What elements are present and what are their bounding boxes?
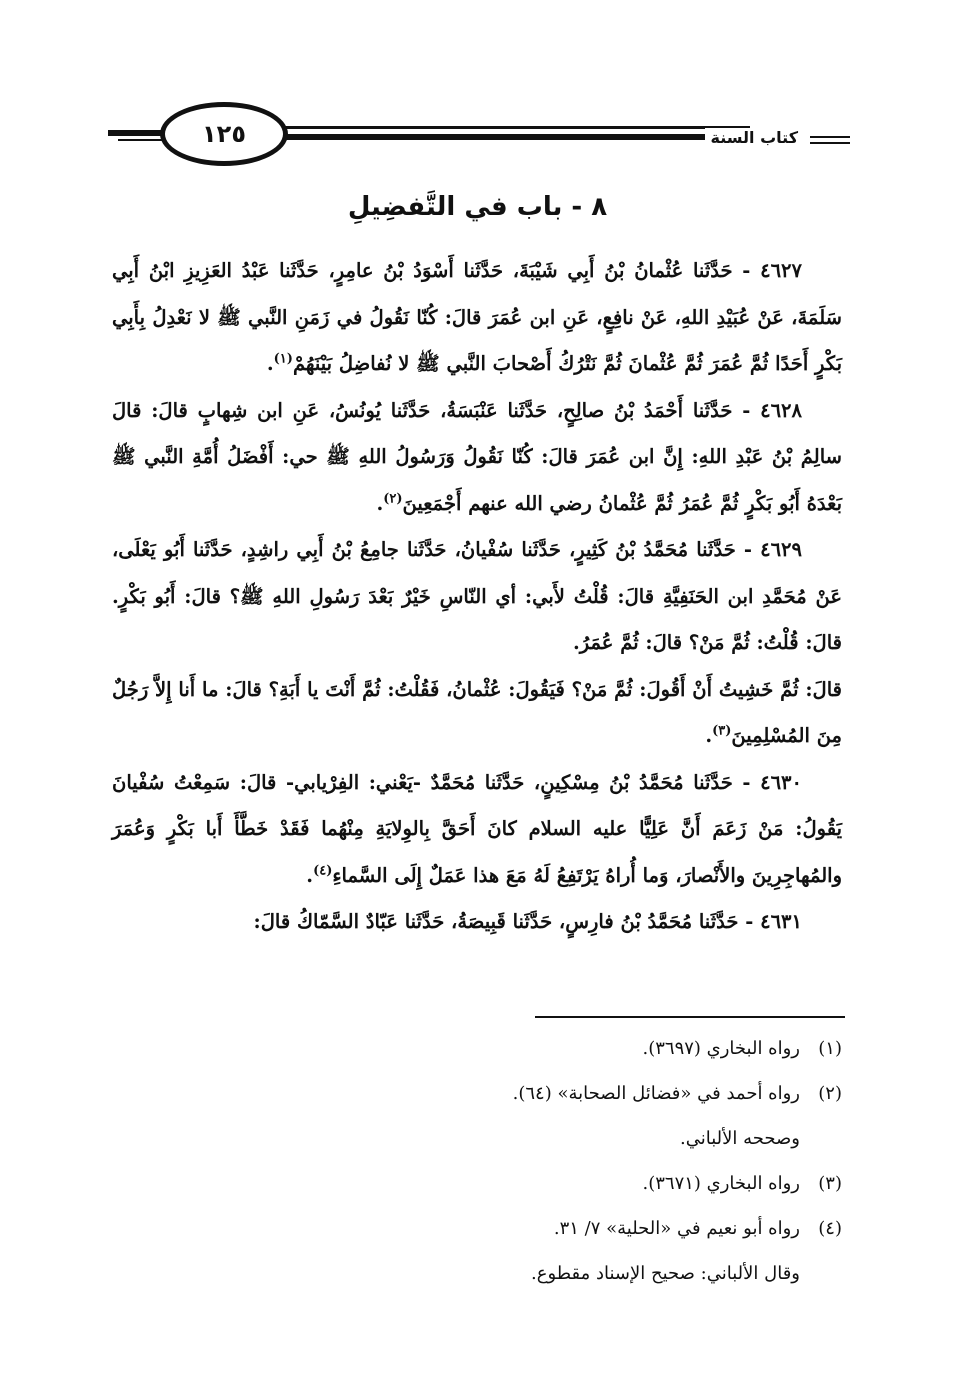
running-title: كتاب السنة [705, 128, 805, 147]
hadith-text: ٤٦٢٨ - حَدَّثَنا أَحْمَدُ بْنُ صالِحٍ، حَدَّثَنا عَنْبَسَةُ، حَدَّثَنا يُونُسُ، عَنِ ابن شِهابٍ قالَ: قالَ سالِمُ بْنُ عَبْدِ اللهِ: إِنَّ ابن عُمَرَ قالَ: كُنّا نَقُولُ وَرَسُولُ اللهِ ﷺ حي: أَفْضَلُ أُمَّةِ النَّبي ﷺ بَعْدَهُ أَبُو بَكْرٍ ثُمَّ عُمَرُ ثُمَّ عُثْمانُ رضي الله عنهم أَجْمَعِينَ [112, 398, 842, 515]
footnote-text: رواه البخاري (٣٦٩٧). [642, 1038, 800, 1059]
hadith-paragraph [112, 527, 842, 667]
footnote-continuation: وقال الألباني: صحيح الإسناد مقطوع. [531, 1263, 800, 1284]
page-number: ١٢٥ [202, 120, 246, 148]
header-rule [218, 134, 750, 140]
footnote-number: (١) [818, 1038, 842, 1059]
header-ornament [810, 136, 850, 144]
hadith-paragraph [112, 760, 842, 900]
footnote-ref: (٣) [712, 723, 732, 739]
hadith-text: قالَ: ثُمَّ خَشِيتُ أَنْ أَقُولَ: ثُمَّ مَنْ؟ فَيَقُولَ: عُثْمانُ، فَقُلْتُ: ثُمَّ أَنْتَ يا أَبَةِ؟ قالَ: ما أَنا إِلاَّ رَجُلٌ مِنَ المُسْلِمِينَ [112, 677, 842, 747]
footnote-text: رواه أبو نعيم في «الحلية» ٧/ ٣١. [553, 1218, 800, 1239]
header-rule [218, 126, 750, 129]
hadith-paragraph [112, 899, 842, 946]
footnote-item [112, 1161, 842, 1206]
hadith-text: ٤٦٣١ - حَدَّثَنا مُحَمَّدُ بْنُ فارِسٍ، حَدَّثَنا قَبِيصَةُ، حَدَّثَنا عَبّادٌ السَّمّاكُ قالَ: [253, 910, 802, 933]
page-number-oval [160, 102, 288, 166]
hadith-paragraph [112, 388, 842, 528]
hadith-end: . [306, 863, 314, 887]
hadith-body [112, 248, 842, 946]
hadith-paragraph [112, 667, 842, 760]
footnote-number: (٤) [818, 1218, 842, 1239]
footnote-text: رواه أحمد في «فضائل الصحابة» (٦٤). [512, 1083, 800, 1104]
footnote-number: (٣) [818, 1173, 842, 1194]
hadith-text: ٤٦٢٩ - حَدَّثَنا مُحَمَّدُ بْنُ كَثِيرٍ، حَدَّثَنا سُفْيانُ، حَدَّثَنا جامِعُ بْنُ أَبِي راشِدٍ، حَدَّثَنا أَبُو يَعْلَى، عَنْ مُحَمَّدِ ابن الحَنَفِيَّةِ قالَ: قُلْتُ لأَبي: أي النّاسِ خَيْرٌ بَعْدَ رَسُولِ اللهِ ﷺ؟ قالَ: أَبُو بَكْرٍ. قالَ: قُلْتُ: ثُمَّ مَنْ؟ قالَ: ثُمَّ عُمَرُ. [112, 538, 842, 654]
page-header [108, 98, 850, 168]
footnote-divider [535, 1016, 845, 1018]
footnote-continuation: وصححه الألباني. [680, 1128, 800, 1149]
hadith-end: . [376, 491, 384, 515]
footnotes [112, 1026, 842, 1296]
footnote-ref: (٤) [313, 863, 333, 878]
hadith-paragraph [112, 248, 842, 388]
hadith-end: . [705, 724, 713, 747]
header-rule [108, 130, 168, 136]
footnote-item [112, 1026, 842, 1071]
footnote-item [112, 1071, 842, 1116]
footnote-ref: (٢) [383, 491, 403, 506]
hadith-text: ٤٦٢٧ - حَدَّثَنا عُثْمانُ بْنُ أَبِي شَيْبَةَ، حَدَّثَنا أَسْوَدُ بْنُ عامِرٍ، حَدَّثَنا عَبْدُ العَزِيزِ ابْنُ أَبِي سَلَمَةَ، عَنْ عُبَيْدِ اللهِ، عَنْ نافِعٍ، عَنِ ابن عُمَرَ قالَ: كُنّا نَقُولُ في زَمَنِ النَّبي ﷺ لا نَعْدِلُ بِأَبِي بَكْرٍ أَحَدًا ثُمَّ عُمَرَ ثُمَّ عُثْمانَ ثُمَّ نَتْرُكُ أَصْحابَ النَّبي ﷺ لا نُفاضِلُ بَيْنَهُمْ [112, 259, 842, 375]
footnote-number: (٢) [818, 1083, 842, 1104]
hadith-end: . [266, 352, 274, 375]
footnote-text: رواه البخاري (٣٦٧١). [642, 1173, 800, 1194]
chapter-title: ٨ - باب في التَّفضِيلِ [347, 192, 608, 222]
footnote-ref: (١) [273, 351, 293, 367]
hadith-text: ٤٦٣٠ - حَدَّثَنا مُحَمَّدُ بْنُ مِسْكِينٍ، حَدَّثَنا مُحَمَّدٌ -يَعْني: الفِرْيابي- قالَ: سَمِعْتُ سُفْيانَ يَقُولُ: مَنْ زَعَمَ أَنَّ عَلِيًّا عليه السلام كانَ أَحَقَّ بِالوِلايَةِ مِنْهُما فَقَدْ خَطَّأَ أَبا بَكْرٍ وَعُمَرَ والمُهاجِرِينَ والأَنْصارَ، وَما أُراهُ يَرْتَفِعُ لَهُ مَعَ هذا عَمَلٌ إِلَى السَّماءِ [112, 770, 842, 887]
footnote-item [112, 1206, 842, 1251]
